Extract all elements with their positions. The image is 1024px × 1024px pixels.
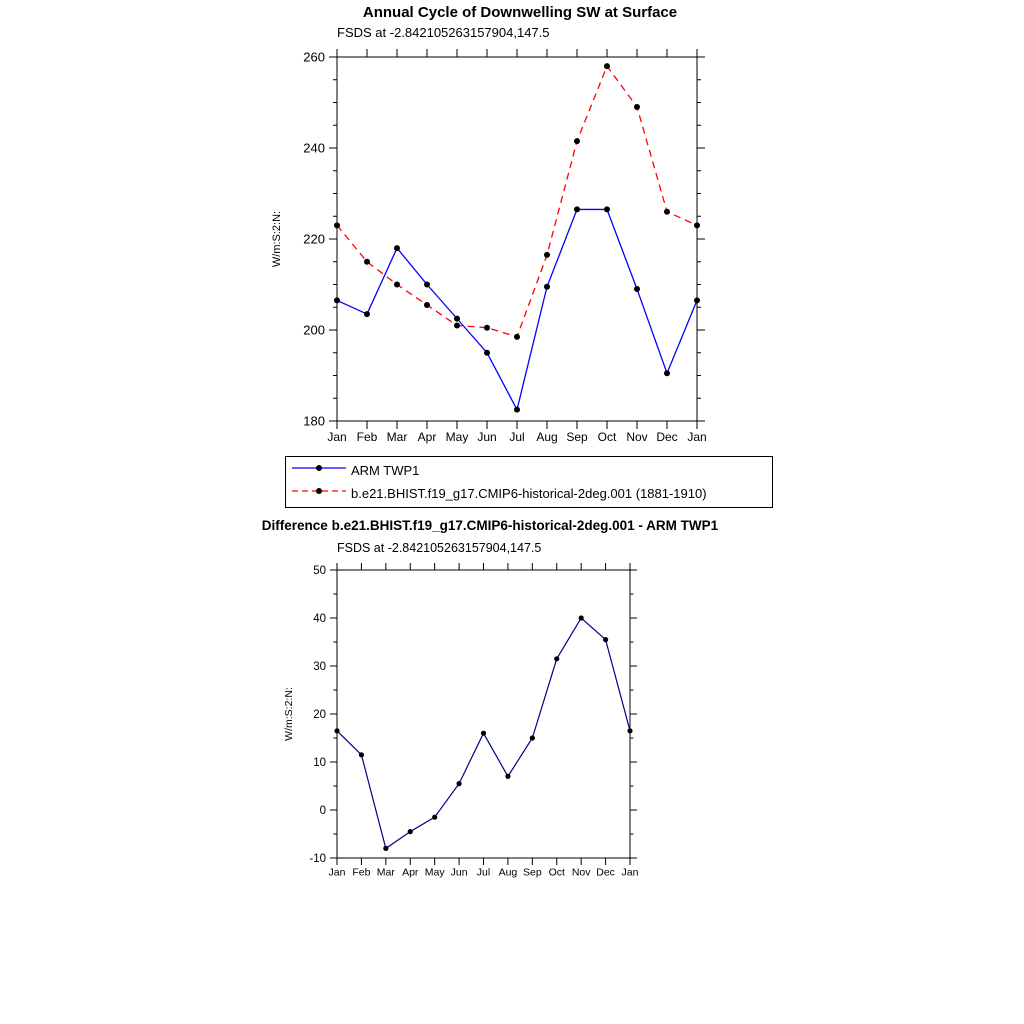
- y-tick-label: 240: [303, 140, 325, 156]
- y-tick-label: 20: [313, 709, 326, 722]
- x-tick-label: Jan: [687, 430, 707, 444]
- top-plot-frame: [337, 57, 697, 421]
- bottom-chart-subtitle: FSDS at -2.842105263157904,147.5: [337, 541, 542, 555]
- top-series-1-marker: [694, 222, 700, 228]
- bottom-y-axis-label: W/m:S:2:N:: [283, 687, 295, 741]
- top-series-0-marker: [574, 206, 580, 212]
- x-tick-label: Sep: [566, 430, 588, 444]
- bottom-axes: [330, 563, 637, 865]
- y-tick-label: 200: [303, 322, 325, 338]
- x-tick-label: Jun: [450, 866, 468, 879]
- y-tick-label: 50: [313, 565, 326, 578]
- top-series-0-marker: [454, 316, 460, 322]
- top-y-axis-label: W/m:S:2:N:: [271, 210, 283, 268]
- legend-sample-dashed-line: [290, 484, 348, 503]
- x-tick-label: Mar: [376, 866, 395, 879]
- top-series-0-marker: [394, 245, 400, 251]
- bottom-chart-title: Difference b.e21.BHIST.f19_g17.CMIP6-historical-2deg.001 - ARM TWP1: [261, 518, 719, 533]
- x-tick-label: Feb: [352, 866, 371, 879]
- legend-label-model-run: b.e21.BHIST.f19_g17.CMIP6-historical-2deg.001 (1881-1910): [351, 486, 707, 501]
- top-chart-title: Annual Cycle of Downwelling SW at Surface: [362, 4, 678, 21]
- bottom-series-0-marker: [603, 637, 608, 642]
- legend-dashed-line-icon: [290, 484, 348, 498]
- top-series-0-marker: [634, 286, 640, 292]
- top-series-0-marker: [694, 297, 700, 303]
- legend-label-arm-twp1: ARM TWP1: [351, 463, 420, 478]
- top-series-1-marker: [394, 282, 400, 288]
- x-tick-label: Jul: [476, 866, 491, 879]
- x-tick-label: Oct: [548, 866, 565, 879]
- bottom-series-0-marker: [383, 846, 388, 851]
- top-series-1-marker: [334, 222, 340, 228]
- x-tick-label: Apr: [417, 430, 437, 444]
- top-series-1-marker: [574, 138, 580, 144]
- top-chart-subtitle: FSDS at -2.842105263157904,147.5: [337, 25, 550, 40]
- y-tick-label: 30: [313, 661, 326, 674]
- x-tick-label: Aug: [498, 866, 518, 879]
- top-series-1-marker: [484, 325, 490, 331]
- top-series-1-marker: [364, 259, 370, 265]
- top-chart-canvas: [250, 40, 790, 452]
- top-series-1-marker: [514, 334, 520, 340]
- x-tick-label: Oct: [597, 430, 617, 444]
- y-tick-label: 10: [313, 757, 326, 770]
- legend-row: [290, 459, 768, 482]
- bottom-series-0-marker: [579, 615, 584, 620]
- x-tick-label: Dec: [596, 866, 615, 879]
- top-series-1-marker: [634, 104, 640, 110]
- top-axes: [329, 49, 705, 429]
- top-series-1-marker: [424, 302, 430, 308]
- bottom-series-0-marker: [359, 752, 364, 757]
- bottom-series-0-marker: [481, 731, 486, 736]
- y-tick-label: 0: [319, 805, 326, 818]
- x-tick-label: Jan: [621, 866, 639, 879]
- x-tick-label: Mar: [386, 430, 408, 444]
- bottom-series-0-marker: [627, 728, 632, 733]
- x-tick-label: Apr: [402, 866, 419, 879]
- x-tick-label: May: [445, 430, 469, 444]
- top-series-1-marker: [544, 252, 550, 258]
- x-tick-label: Nov: [626, 430, 648, 444]
- top-series-0-marker: [664, 370, 670, 376]
- y-tick-label: -10: [309, 853, 326, 866]
- x-tick-label: Aug: [536, 430, 558, 444]
- top-series-0-marker: [484, 350, 490, 356]
- top-series-0-marker: [334, 297, 340, 303]
- bottom-series-0-marker: [456, 781, 461, 786]
- x-tick-label: Jan: [328, 866, 346, 879]
- top-series-0-marker: [514, 407, 520, 413]
- x-tick-label: Jan: [327, 430, 347, 444]
- top-series-0-line: [337, 209, 697, 409]
- y-tick-label: 260: [303, 49, 325, 65]
- bottom-plot-frame: [337, 570, 630, 858]
- x-tick-label: Jul: [509, 430, 525, 444]
- legend-line-icon: [290, 461, 348, 475]
- top-series-0-marker: [424, 282, 430, 288]
- x-tick-label: Jun: [477, 430, 497, 444]
- x-tick-label: May: [424, 866, 445, 879]
- bottom-series-0-marker: [408, 829, 413, 834]
- x-tick-label: Sep: [522, 866, 542, 879]
- top-series-0-marker: [364, 311, 370, 317]
- x-tick-label: Dec: [656, 430, 678, 444]
- top-series-0-marker: [544, 284, 550, 290]
- y-tick-label: 40: [313, 613, 326, 626]
- y-tick-label: 220: [303, 231, 325, 247]
- x-tick-label: Nov: [571, 866, 591, 879]
- bottom-series-0-marker: [432, 815, 437, 820]
- x-tick-label: Feb: [356, 430, 378, 444]
- top-series-1-marker: [454, 322, 460, 328]
- legend-row: [290, 482, 768, 505]
- bottom-series-0-marker: [334, 728, 339, 733]
- top-series-1-marker: [664, 209, 670, 215]
- bottom-series-0-marker: [530, 735, 535, 740]
- bottom-chart-canvas: [250, 556, 710, 901]
- top-series-1-marker: [604, 63, 610, 69]
- bottom-series-0-marker: [554, 656, 559, 661]
- top-series-0-marker: [604, 206, 610, 212]
- bottom-series-0-marker: [505, 774, 510, 779]
- legend-sample-solid-line: [290, 461, 348, 480]
- top-series-1-line: [337, 66, 697, 337]
- y-tick-label: 180: [303, 413, 325, 429]
- legend: [285, 456, 773, 508]
